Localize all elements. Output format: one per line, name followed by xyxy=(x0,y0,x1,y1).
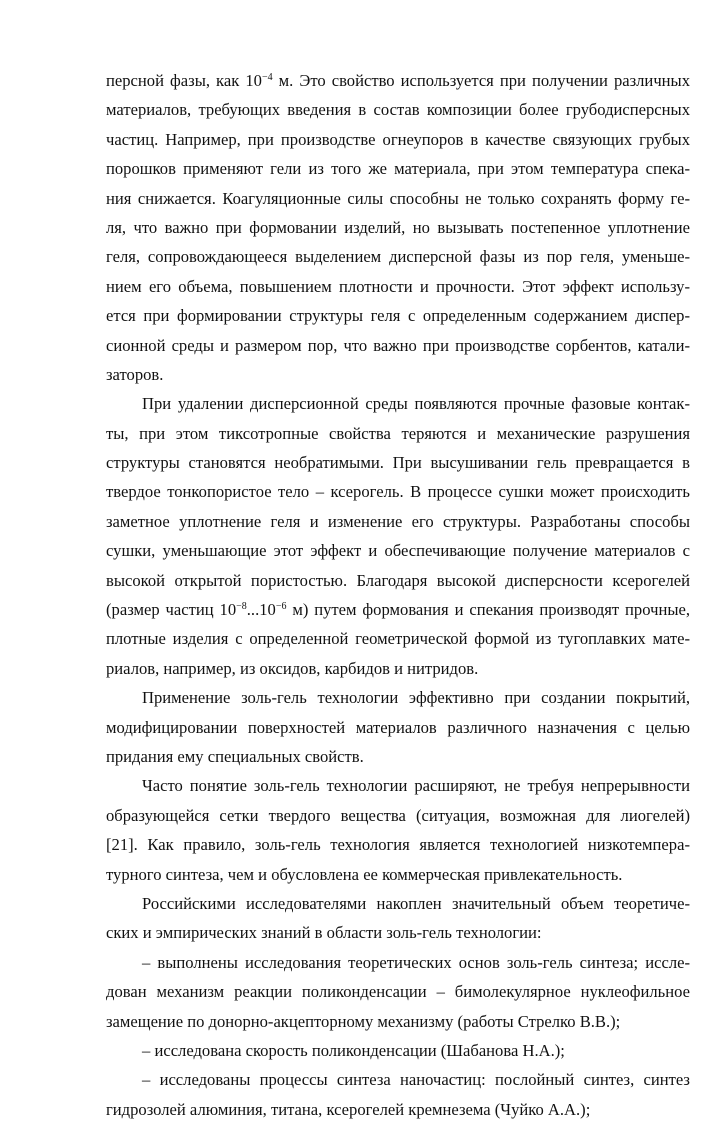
text-line xyxy=(106,125,690,154)
text-segment: высокой открытой пористостью. Благодаря высокой дисперсности ксерогелей xyxy=(106,570,690,590)
text-line xyxy=(106,742,690,771)
superscript-exponent: −8 xyxy=(236,601,247,613)
text-segment: ля, что важно при формовании изделий, но вызывать постепенное уплотнение xyxy=(106,217,690,237)
document-page xyxy=(106,66,690,1124)
text-segment: частиц. Например, при производстве огнеупоров в качестве связующих грубых xyxy=(106,129,690,149)
text-line xyxy=(106,977,690,1006)
text-line xyxy=(106,918,690,947)
text-segment: образующейся сетки твердого вещества (ситуация, возможная для лиогелей) xyxy=(106,805,690,825)
text-line xyxy=(106,360,690,389)
text-line xyxy=(106,654,690,683)
text-line xyxy=(106,566,690,595)
text-line xyxy=(106,948,690,977)
text-line xyxy=(106,1007,690,1036)
text-segment: гидрозолей алюминия, титана, ксерогелей кремнезема (Чуйко А.А.); xyxy=(106,1099,591,1119)
text-line xyxy=(106,154,690,183)
text-segment: Применение золь-гель технологии эффективно при создании покрытий, xyxy=(142,688,690,708)
text-line xyxy=(106,419,690,448)
text-line xyxy=(106,477,690,506)
text-segment: Российскими исследователями накоплен значительный объем теоретиче- xyxy=(142,893,690,913)
text-segment: дован механизм реакции поликонденсации – бимолекулярное нуклеофильное xyxy=(106,982,690,1002)
text-segment: Часто понятие золь-гель технологии расширяют, не требуя непрерывности xyxy=(142,776,690,796)
superscript-exponent: −4 xyxy=(261,72,273,83)
text-segment: – исследована скорость поликонденсации (Шабанова Н.А.); xyxy=(142,1040,565,1060)
text-segment: твердое тонкопористое тело – ксерогель. В процессе сушки может происходить xyxy=(106,482,690,502)
text-line xyxy=(106,95,690,124)
text-segment: ты, при этом тиксотропные свойства теряются и механические разрушения xyxy=(106,423,690,443)
text-line xyxy=(106,272,690,301)
text-line xyxy=(106,66,690,95)
text-segment: плотные изделия с определенной геометрической формой из тугоплавких мате- xyxy=(106,629,690,649)
text-segment: [21]. Как правило, золь-гель технология является технологией низкотемпера- xyxy=(106,835,690,855)
text-line xyxy=(106,536,690,565)
text-segment: м) путем формования и спекания производят прочные, xyxy=(286,600,690,620)
text-line xyxy=(106,771,690,800)
text-segment: ния снижается. Коагуляционные силы способны не только сохранять форму ге- xyxy=(106,188,690,208)
text-segment: замещение по донорно-акцепторному механизму (работы Стрелко В.В.); xyxy=(106,1011,621,1031)
text-segment: придания ему специальных свойств. xyxy=(106,746,364,766)
text-segment: При удалении дисперсионной среды появляются прочные фазовые контак- xyxy=(142,394,690,414)
text-line xyxy=(106,331,690,360)
text-line xyxy=(106,860,690,889)
text-segment: структуры становятся необратимыми. При высушивании гель превращается в xyxy=(106,453,690,473)
text-line xyxy=(106,1095,690,1124)
text-segment: риалов, например, из оксидов, карбидов и нитридов. xyxy=(106,658,479,678)
text-segment: материалов, требующих введения в состав композиции более грубодисперсных xyxy=(106,100,690,120)
text-segment: сионной среды и размером пор, что важно при производстве сорбентов, катали- xyxy=(106,335,690,355)
text-segment: сушки, уменьшающие этот эффект и обеспечивающие получение материалов с xyxy=(106,541,690,561)
text-line xyxy=(106,389,690,418)
text-segment: нием его объема, повышением плотности и прочности. Этот эффект использу- xyxy=(106,276,690,296)
text-line xyxy=(106,507,690,536)
text-line xyxy=(106,301,690,330)
text-segment: ется при формировании структуры геля с определенным содержанием диспер- xyxy=(106,306,690,326)
text-segment: – исследованы процессы синтеза наночастиц: послойный синтез, синтез xyxy=(142,1070,690,1090)
text-segment: заметное уплотнение геля и изменение его структуры. Разработаны способы xyxy=(106,511,690,531)
text-line xyxy=(106,889,690,918)
text-segment: турного синтеза, чем и обусловлена ее коммерческая привлекательность. xyxy=(106,864,623,884)
text-segment: ских и эмпирических знаний в области золь-гель технологии: xyxy=(106,923,542,943)
superscript-exponent: −6 xyxy=(275,601,287,613)
text-line xyxy=(106,830,690,859)
text-segment: – выполнены исследования теоретических основ золь-гель синтеза; иссле- xyxy=(142,952,690,972)
text-segment: м. Это свойство используется при получении различных xyxy=(272,71,690,90)
text-line xyxy=(106,1036,690,1065)
text-line xyxy=(106,801,690,830)
text-segment: (размер частиц 10 xyxy=(106,600,237,620)
text-segment: геля, сопровождающееся выделением дисперсной фазы из пор геля, уменьше- xyxy=(106,247,690,267)
text-segment: персной фазы, как 10 xyxy=(106,71,262,90)
text-segment: порошков применяют гели из того же материала, при этом температура спека- xyxy=(106,159,690,179)
text-line xyxy=(106,713,690,742)
text-segment: заторов. xyxy=(106,364,164,384)
text-segment: модифицировании поверхностей материалов различного назначения с целью xyxy=(106,717,690,737)
text-segment: ...10 xyxy=(246,600,276,620)
text-line xyxy=(106,1065,690,1094)
text-line xyxy=(106,213,690,242)
text-line xyxy=(106,683,690,712)
text-line xyxy=(106,242,690,271)
text-line xyxy=(106,624,690,653)
text-line xyxy=(106,448,690,477)
text-line xyxy=(106,184,690,213)
text-line xyxy=(106,595,690,624)
